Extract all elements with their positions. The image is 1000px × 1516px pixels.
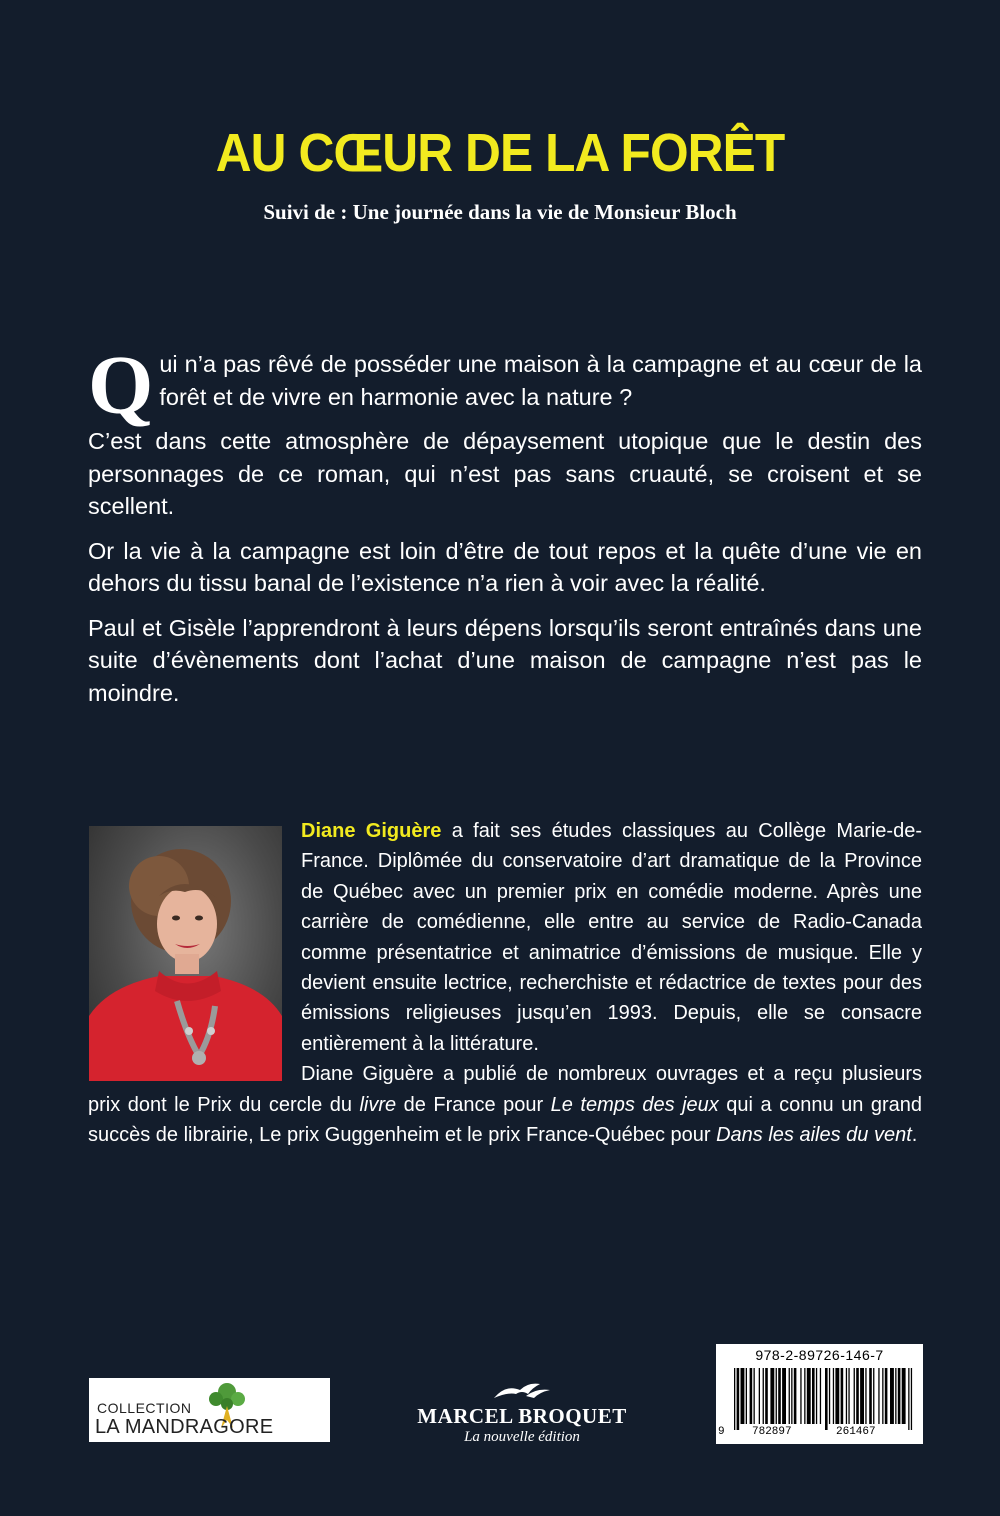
barcode-bar: [835, 1368, 839, 1424]
barcode-bar: [908, 1368, 909, 1430]
barcode-bar: [898, 1368, 901, 1424]
author-bio-part2a: Diane Giguère a publié de nombreux ouvrages et a reçu plusieurs prix dont le Prix du cercle du: [88, 1063, 922, 1116]
collection-name: LA MANDRAGORE: [95, 1416, 274, 1438]
isbn-barcode: [716, 1344, 923, 1444]
barcode-bar: [782, 1368, 786, 1424]
barcode-bar: [841, 1368, 844, 1424]
barcode-digits-right: 261467: [836, 1426, 876, 1438]
author-bio-part2c: qui a connu un grand succès de librairie, Le prix Guggenheim et le prix France-Québec pour: [88, 1093, 922, 1147]
barcode-bar: [776, 1368, 777, 1424]
publisher-name: MARCEL BROQUET: [417, 1404, 627, 1428]
barcode-bar: [873, 1368, 874, 1424]
author-bio-part2b: de France pour: [396, 1093, 551, 1116]
barcode-bar: [800, 1368, 801, 1424]
barcode-bar: [807, 1368, 811, 1424]
barcode-bars: [726, 1368, 916, 1430]
barcode-bar: [746, 1368, 747, 1424]
barcode-bar: [902, 1368, 906, 1424]
barcode-bar: [794, 1368, 797, 1424]
barcode-bar: [882, 1368, 883, 1424]
barcode-bar: [869, 1368, 872, 1424]
barcode-bar: [820, 1368, 821, 1424]
barcode-bar: [789, 1368, 790, 1424]
barcode-bar: [860, 1368, 864, 1424]
barcode-bar: [759, 1368, 760, 1424]
blurb-paragraph-3: Or la vie à la campagne est loin d’être de tout repos et la quête d’une vie en dehors du tissu banal de l’existence n’a rien à voir avec la réalité.: [88, 537, 922, 596]
isbn-number: 978-2-89726-146-7: [755, 1347, 884, 1363]
barcode-bar: [750, 1368, 753, 1424]
barcode-bar: [765, 1368, 768, 1424]
barcode-bar: [895, 1368, 896, 1424]
author-bio-livre: livre: [359, 1093, 397, 1116]
author-bio-part1: a fait ses études classiques au Collège Marie-de-France. Diplômée du conservatoire d’art dramatique de la Province de Québec avec un premier prix en comédie moderne. Après une carrière de comédienne, elle entre au service de Radio-Canada comme présentatrice et animatrice d’émissions de musique. Elle y devient ensuite lectrice, recherchiste et rédactrice de textes pour des émissions religieuses jusqu’en 1993. Depuis, elle se consacre entièrement à la littérature.: [301, 820, 922, 1055]
author-name: Diane Giguère: [301, 820, 442, 842]
barcode-bar: [770, 1368, 774, 1424]
bird-icon: [492, 1380, 552, 1402]
barcode-bar: [804, 1368, 805, 1424]
blurb: [88, 339, 922, 721]
barcode-bar: [848, 1368, 849, 1424]
barcode-bar: [890, 1368, 894, 1424]
barcode-bar: [816, 1368, 817, 1424]
collection-logo: [89, 1378, 330, 1442]
collection-label: COLLECTION: [97, 1400, 192, 1416]
blurb-paragraph-2: C’est dans cette atmosphère de dépaysement utopique que le destin des personnages de ce roman, qui n’est pas sans cruauté, se croisent et se scellent.: [88, 428, 922, 519]
blurb-p1-text: ui n’a pas rêvé de posséder une maison à la campagne et au cœur de la forêt et de vivre en harmonie avec la nature ?: [159, 351, 922, 410]
book-title-ailes-du-vent: Dans les ailes du vent: [716, 1124, 912, 1147]
barcode-bar: [833, 1368, 834, 1424]
book-title: AU CŒUR DE LA FORÊT: [215, 123, 785, 183]
barcode-bar: [778, 1368, 781, 1424]
barcode-bar: [856, 1368, 859, 1424]
barcode-bar: [825, 1368, 828, 1430]
barcode-bar: [878, 1368, 879, 1424]
barcode-digit-first: 9: [718, 1426, 725, 1438]
author-bio: [88, 816, 922, 1150]
barcode-bar: [754, 1368, 755, 1424]
barcode-bar: [865, 1368, 866, 1424]
barcode-bar: [829, 1368, 830, 1424]
author-bio-part2d: .: [911, 1124, 918, 1147]
publisher-logo: [412, 1380, 632, 1446]
book-title-temps-des-jeux: Le temps des jeux: [550, 1093, 719, 1116]
blurb-paragraph-1: [88, 339, 922, 432]
book-subtitle: Suivi de : Une journée dans la vie de Monsieur Bloch: [263, 200, 737, 224]
drop-cap: Q: [88, 339, 154, 432]
blurb-paragraph-4: Paul et Gisèle l’apprendront à leurs dépens lorsqu’ils seront entraînés dans une suite d’évènements dont l’achat d’une maison de campagne n’est pas le moindre.: [88, 614, 922, 706]
barcode-bar: [737, 1368, 740, 1430]
barcode-bar: [812, 1368, 815, 1424]
publisher-tagline: La nouvelle édition: [464, 1429, 580, 1445]
barcode-bar: [885, 1368, 888, 1424]
barcode-bar: [741, 1368, 745, 1424]
barcode-digits-left: 782897: [752, 1426, 792, 1438]
barcode-bar: [791, 1368, 792, 1424]
barcode-bar: [911, 1368, 912, 1430]
barcode-bar: [734, 1368, 735, 1430]
barcode-bar: [763, 1368, 764, 1424]
barcode-bar: [846, 1368, 847, 1424]
barcode-bar: [854, 1368, 855, 1424]
